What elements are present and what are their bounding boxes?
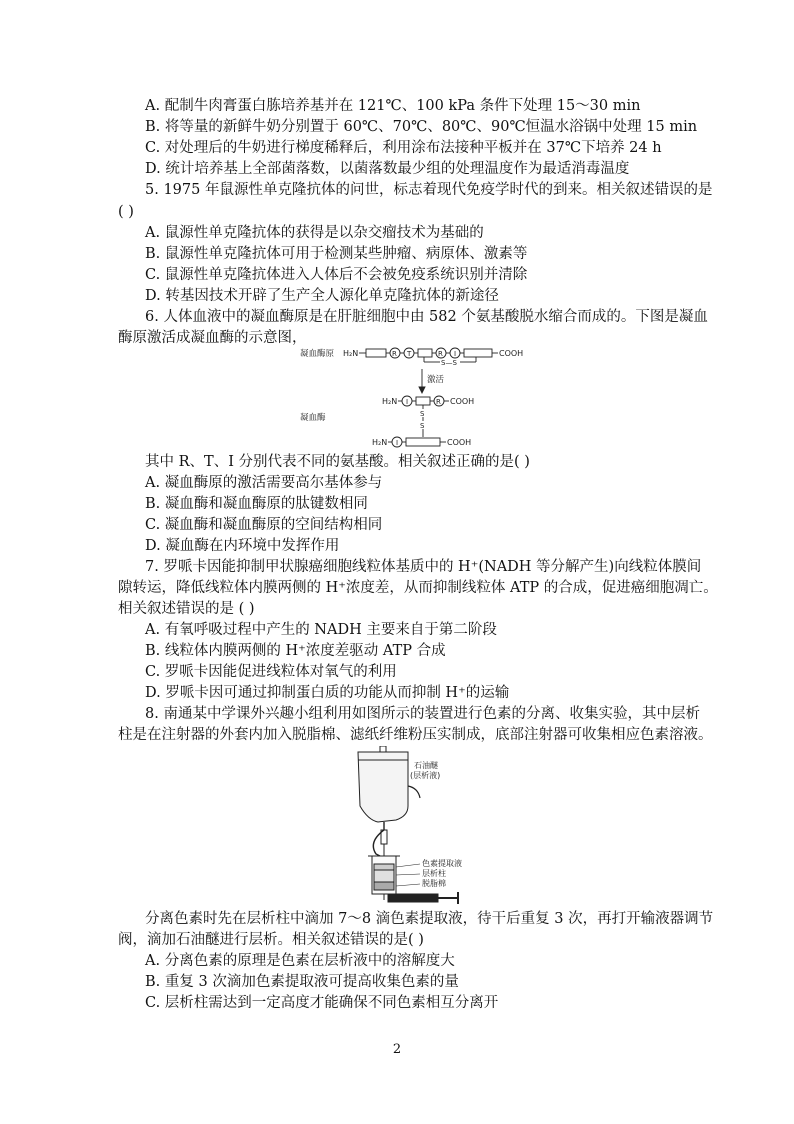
thrombin-chain2-n-terminus: H₂N: [372, 438, 388, 447]
q8-option-b: B. 重复 3 次滴加色素提取液可提高收集色素的量: [145, 974, 459, 990]
disulfide-bond-label: S—S: [441, 359, 457, 367]
residue-r-2: R: [438, 350, 443, 358]
thrombin-chain1-c-terminus: COOH: [450, 397, 475, 406]
q5-option-a: A. 鼠源性单克隆抗体的获得是以杂交瘤技术为基础的: [145, 225, 484, 241]
infusion-tube: [373, 822, 384, 858]
q5-option-d: D. 转基因技术开辟了生产全人源化单克隆抗体的新途径: [145, 288, 499, 304]
q7-stem-line2: 隙转运，降低线粒体内膜两侧的 H⁺浓度差，从而抑制线粒体 ATP 的合成，促进癌细胞凋亡。: [118, 580, 718, 596]
q6-option-c: C. 凝血酶和凝血酶原的空间结构相同: [145, 517, 383, 533]
q7-option-d: D. 罗哌卡因可通过抑制蛋白质的功能从而抑制 H⁺的运输: [145, 685, 510, 701]
q5-option-c: C. 鼠源性单克隆抗体进入人体后不会被免疫系统识别并清除: [145, 267, 528, 283]
q7-option-c: C. 罗哌卡因能促进线粒体对氧气的利用: [145, 664, 397, 680]
q7-stem-line1: 7. 罗哌卡因能抑制甲状腺癌细胞线粒体基质中的 H⁺(NADH 等分解产生)向线粒体膜间: [145, 559, 702, 575]
q4-option-d: D. 统计培养基上全部菌落数，以菌落数最少组的处理温度作为最适消毒温度: [145, 161, 630, 177]
q6-stem-line1: 6. 人体血液中的凝血酶原是在肝脏细胞中由 582 个氨基酸脱水缩合而成的。下图是凝血: [145, 309, 708, 325]
q6-option-a: A. 凝血酶原的激活需要高尔基体参与: [145, 475, 383, 491]
q4-option-a: A. 配制牛肉膏蛋白胨培养基并在 121℃、100 kPa 条件下处理 15～30 min: [145, 98, 641, 114]
q8-option-c: C. 层析柱需达到一定高度才能确保不同色素相互分离开: [145, 995, 499, 1011]
q7-option-a: A. 有氧呼吸过程中产生的 NADH 主要来自于第二阶段: [145, 622, 497, 638]
residue-t-1: T: [407, 350, 412, 358]
thrombin-chain2-c-terminus: COOH: [447, 438, 472, 447]
residue-i-1: I: [454, 350, 457, 358]
residue-r-1: R: [392, 350, 397, 358]
q5-stem-line2: ( ): [118, 204, 134, 220]
prothrombin-label: 凝血酶原: [300, 349, 335, 359]
sulfur-upper: S: [420, 410, 425, 418]
prothrombin-n-terminus: H₂N: [343, 349, 359, 358]
q7-stem-line3: 相关叙述错误的是 ( ): [118, 601, 255, 617]
thrombin-label: 凝血酶: [300, 413, 326, 423]
collecting-syringe: [388, 894, 438, 902]
sulfur-lower: S: [420, 422, 425, 430]
q6-stem-line2: 酶原激活成凝血酶的示意图，: [118, 330, 307, 346]
bag-label-eluent: (层析液): [410, 771, 441, 780]
infusion-bag: [358, 752, 408, 822]
q8-after-line1: 分离色素时先在层析柱中滴加 7～8 滴色素提取液，待干后重复 3 次，再打开输液器调节: [145, 911, 714, 927]
residue-i-2: I: [406, 398, 409, 406]
q6-option-b: B. 凝血酶和凝血酶原的肽键数相同: [145, 496, 368, 512]
column-label-column: 层析柱: [422, 869, 446, 878]
q5-option-b: B. 鼠源性单克隆抗体可用于检测某些肿瘤、病原体、激素等: [145, 246, 528, 262]
column-label-extract: 色素提取液: [422, 859, 462, 868]
activation-label: 激活: [427, 375, 445, 385]
q8-stem-line2: 柱是在注射器的外套内加入脱脂棉、滤纸纤维粉压实制成，底部注射器可收集相应色素溶液。: [118, 727, 713, 743]
q4-option-c: C. 对处理后的牛奶进行梯度稀释后，利用涂布法接种平板并在 37℃下培养 24 h: [145, 140, 662, 156]
q5-stem-line1: 5. 1975 年鼠源性单克隆抗体的问世，标志着现代免疫学时代的到来。相关叙述错误的是: [145, 182, 713, 198]
residue-i-3: I: [396, 439, 399, 447]
q6-after-figure: 其中 R、T、I 分别代表不同的氨基酸。相关叙述正确的是( ): [145, 454, 530, 470]
q8-stem-line1: 8. 南通某中学课外兴趣小组利用如图所示的装置进行色素的分离、收集实验，其中层析: [145, 706, 700, 722]
page-number: 2: [392, 1042, 402, 1057]
q6-option-d: D. 凝血酶在内环境中发挥作用: [145, 538, 340, 554]
thrombin-activation-diagram: [290, 344, 560, 452]
q8-option-a: A. 分离色素的原理是色素在层析液中的溶解度大: [145, 953, 455, 969]
q7-option-b: B. 线粒体内膜两侧的 H⁺浓度差驱动 ATP 合成: [145, 643, 446, 659]
prothrombin-c-terminus: COOH: [499, 349, 524, 358]
q8-after-line2: 阀，滴加石油醚进行层析。相关叙述错误的是( ): [118, 932, 424, 948]
q4-option-b: B. 将等量的新鲜牛奶分别置于 60℃、70℃、80℃、90℃恒温水浴锅中处理 15 min: [145, 119, 698, 135]
thrombin-chain1-n-terminus: H₂N: [382, 397, 398, 406]
residue-r-3: R: [436, 398, 441, 406]
bag-label-solvent: 石油醚: [414, 761, 438, 770]
column-label-cotton: 脱脂棉: [422, 879, 446, 888]
chromatography-apparatus-figure: [348, 746, 478, 904]
